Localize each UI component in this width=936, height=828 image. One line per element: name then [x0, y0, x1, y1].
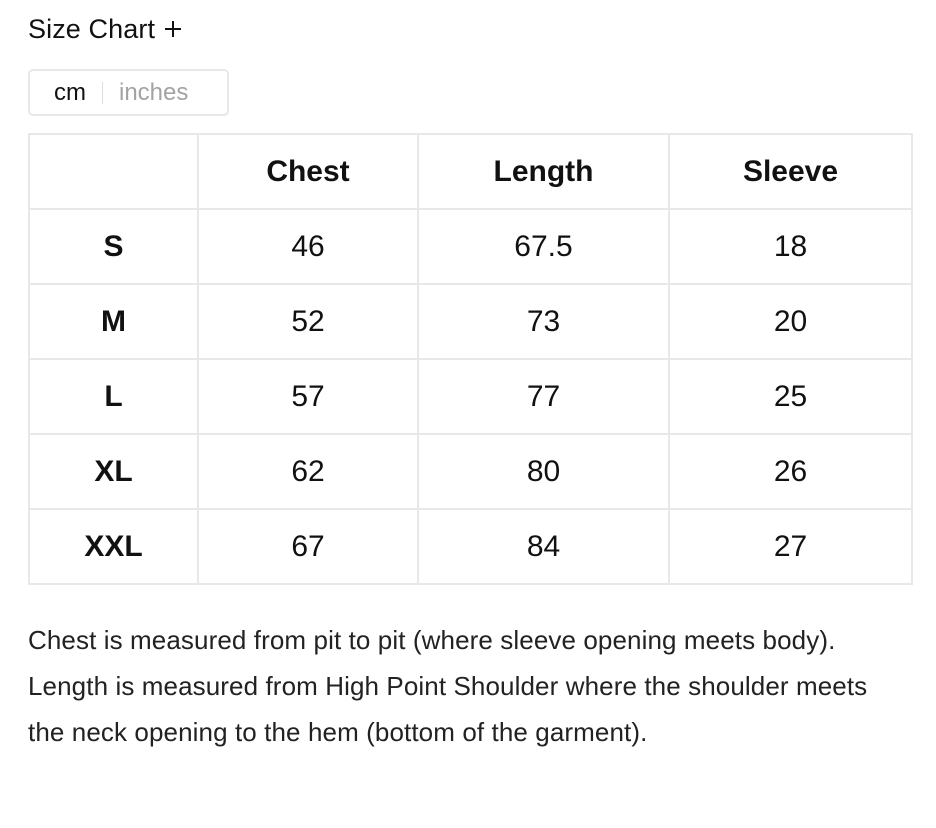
- size-label: L: [29, 359, 198, 434]
- header-sleeve: Sleeve: [669, 134, 912, 209]
- unit-inches-button[interactable]: inches: [119, 78, 189, 106]
- table-row: [29, 359, 912, 434]
- header-size: [29, 134, 198, 209]
- plus-icon[interactable]: [165, 21, 181, 37]
- size-chart-toggle[interactable]: [28, 12, 181, 46]
- chest-value: 62: [198, 434, 418, 509]
- chest-value: 67: [198, 509, 418, 584]
- chest-value: 46: [198, 209, 418, 284]
- length-value: 77: [418, 359, 669, 434]
- size-label: XXL: [29, 509, 198, 584]
- table-row: [29, 209, 912, 284]
- unit-switcher: [28, 69, 229, 116]
- size-table: [28, 133, 913, 585]
- sleeve-value: 25: [669, 359, 912, 434]
- length-value: 73: [418, 284, 669, 359]
- unit-cm-button[interactable]: cm: [54, 78, 86, 106]
- chest-value: 52: [198, 284, 418, 359]
- chest-value: 57: [198, 359, 418, 434]
- sleeve-value: 26: [669, 434, 912, 509]
- length-value: 80: [418, 434, 669, 509]
- length-value: 67.5: [418, 209, 669, 284]
- table-row: [29, 284, 912, 359]
- sleeve-value: 27: [669, 509, 912, 584]
- table-header-row: [29, 134, 912, 209]
- measurement-description: Chest is measured from pit to pit (where sleeve opening meets body). Length is measured from High Point Shoulder where the shoulder meets the neck opening to the hem (bottom of the garment).: [28, 625, 868, 747]
- header-length: Length: [418, 134, 669, 209]
- table-row: [29, 509, 912, 584]
- size-label: M: [29, 284, 198, 359]
- size-label: XL: [29, 434, 198, 509]
- length-value: 84: [418, 509, 669, 584]
- table-row: [29, 434, 912, 509]
- sleeve-value: 18: [669, 209, 912, 284]
- sleeve-value: 20: [669, 284, 912, 359]
- size-chart-title: Size Chart: [28, 13, 156, 44]
- size-label: S: [29, 209, 198, 284]
- header-chest: Chest: [198, 134, 418, 209]
